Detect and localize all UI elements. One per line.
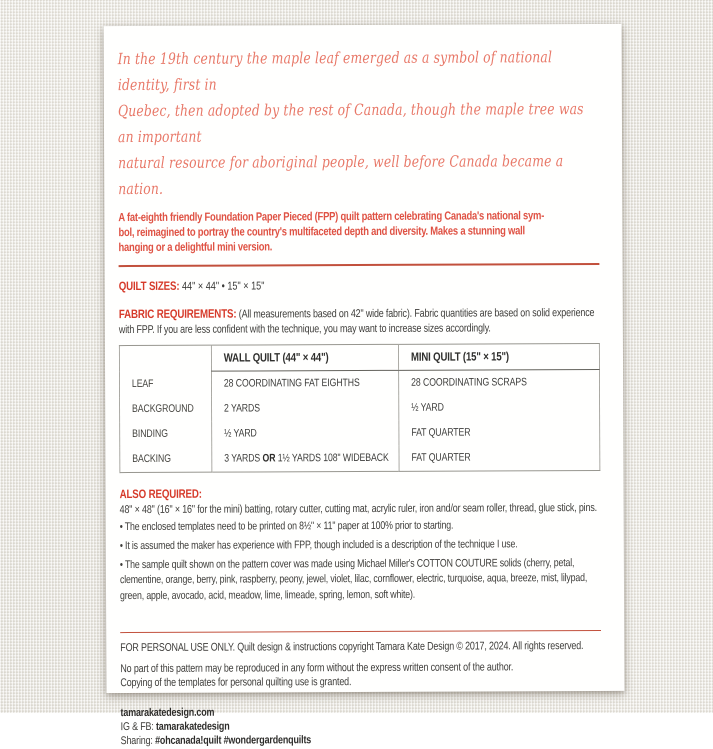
copying-notice: Copying of the templates for personal quilting use is granted. — [120, 676, 352, 690]
cell-mini: 28 COORDINATING SCRAPS — [399, 369, 600, 395]
fabric-table — [119, 342, 600, 472]
contact-block — [121, 704, 602, 748]
reproduction-notices — [120, 660, 601, 690]
intro-paragraph — [118, 208, 599, 255]
social-value: tamarakatedesign — [155, 721, 230, 734]
fabric-requirements-label: FABRIC REQUIREMENTS: — [118, 306, 237, 321]
table-row-backing — [120, 444, 600, 472]
fabric-requirements-text: (All measurements based on 42" wide fabric). Fabric quantities are based on solid experience with FPP. If you are less confident with the technique, you may want to increase sizes accordingly. — [118, 306, 595, 336]
note-item: • It is assumed the maker has experience with FPP, though included is a description of the technique I use. — [119, 538, 518, 552]
cell-wall-text: 3 YARDS — [224, 452, 263, 465]
divider-rule-top — [119, 263, 600, 267]
table-header-wall: WALL QUILT (44" × 44") — [211, 344, 398, 371]
cell-wall: 2 YARDS — [212, 395, 399, 421]
row-label: BACKGROUND — [131, 402, 194, 416]
cell-wall — [212, 445, 399, 471]
website-url: tamarakatedesign.com — [120, 707, 215, 720]
cell-wall-text: 1½ YARDS 108" WIDEBACK — [275, 451, 389, 465]
paper-sheet — [104, 24, 625, 748]
sharing-hashtags — [121, 732, 602, 748]
fabric-requirements — [119, 304, 600, 337]
sharing-value: #ohcanada!quilt #wondergardenquilts — [155, 734, 312, 748]
row-label: BACKING — [132, 452, 171, 466]
table-header-row — [119, 343, 599, 371]
note-item: • The sample quilt shown on the pattern cover was made using Michael Miller's COTTON COUTURE solids (cherry, petal, clementine, orange, berry, pink, raspberry, peony, jewel, violet, lilac, cornflower, electric, turquoise, aqua, breeze, mist, lilypad, green, apple, avocado, acid, meadow, lime, limeade, spring, lemon, soft white). — [119, 557, 588, 602]
reproduction-notice: No part of this pattern may be reproduced in any form without the express written consent of the author. — [120, 661, 514, 676]
intro-paragraph-line: hanging or a delightful mini version. — [118, 239, 273, 255]
cell-mini: ½ YARD — [399, 394, 600, 420]
also-required-text: 48" × 48" (16" × 16" for the mini) batting, rotary cutter, cutting mat, acrylic ruler, iron and/or seam roller, thread, glue stick, pins. — [119, 501, 597, 516]
intro-paragraph-line: bol, reimagined to portray the country's multifaceted depth and diversity. Makes a stunning wall — [118, 223, 525, 240]
copyright-line: FOR PERSONAL USE ONLY. Quilt design & instructions copyright Tamara Kate Design © 2017, 2024. All rights reserved. — [120, 640, 584, 655]
table-row-binding — [120, 419, 600, 446]
table-row-background — [120, 394, 600, 421]
social-label: IG & FB: — [120, 721, 156, 734]
page-content — [118, 44, 602, 749]
table-row-leaf — [119, 369, 599, 397]
intro-script-line: Quebec, then adopted by the rest of Canada, though the maple tree was an important — [117, 100, 584, 147]
also-required-label: ALSO REQUIRED: — [119, 486, 202, 501]
row-label: BINDING — [132, 427, 168, 441]
intro-paragraph-line: A fat-eighth friendly Foundation Paper Pieced (FPP) quilt pattern celebrating Canada's national sym- — [118, 208, 545, 225]
divider-rule-bottom — [120, 630, 601, 634]
quilt-sizes-line — [119, 276, 600, 293]
intro-script-line: natural resource for aboriginal people, well before Canada became a nation. — [118, 152, 564, 199]
table-corner-cell — [119, 345, 211, 371]
cell-mini: FAT QUARTER — [399, 419, 600, 445]
cell-mini: FAT QUARTER — [399, 444, 600, 470]
notes-list — [120, 517, 601, 604]
quilt-sizes-label: QUILT SIZES: — [118, 278, 180, 293]
quilt-sizes-value: 44" × 44" • 15" × 15" — [181, 279, 265, 293]
cell-wall: 28 COORDINATING FAT EIGHTHS — [211, 370, 398, 396]
table-header-mini: MINI QUILT (15" × 15") — [399, 343, 600, 370]
sharing-label: Sharing: — [120, 735, 156, 748]
row-label: LEAF — [131, 377, 154, 390]
intro-script — [118, 44, 599, 202]
cell-wall-or: OR — [262, 452, 276, 465]
cell-wall: ½ YARD — [212, 420, 399, 446]
intro-script-line: In the 19th century the maple leaf emerged as a symbol of national identity, first in — [117, 48, 553, 95]
note-item: • The enclosed templates need to be printed on 8½" × 11" paper at 100% prior to starting. — [119, 519, 454, 533]
